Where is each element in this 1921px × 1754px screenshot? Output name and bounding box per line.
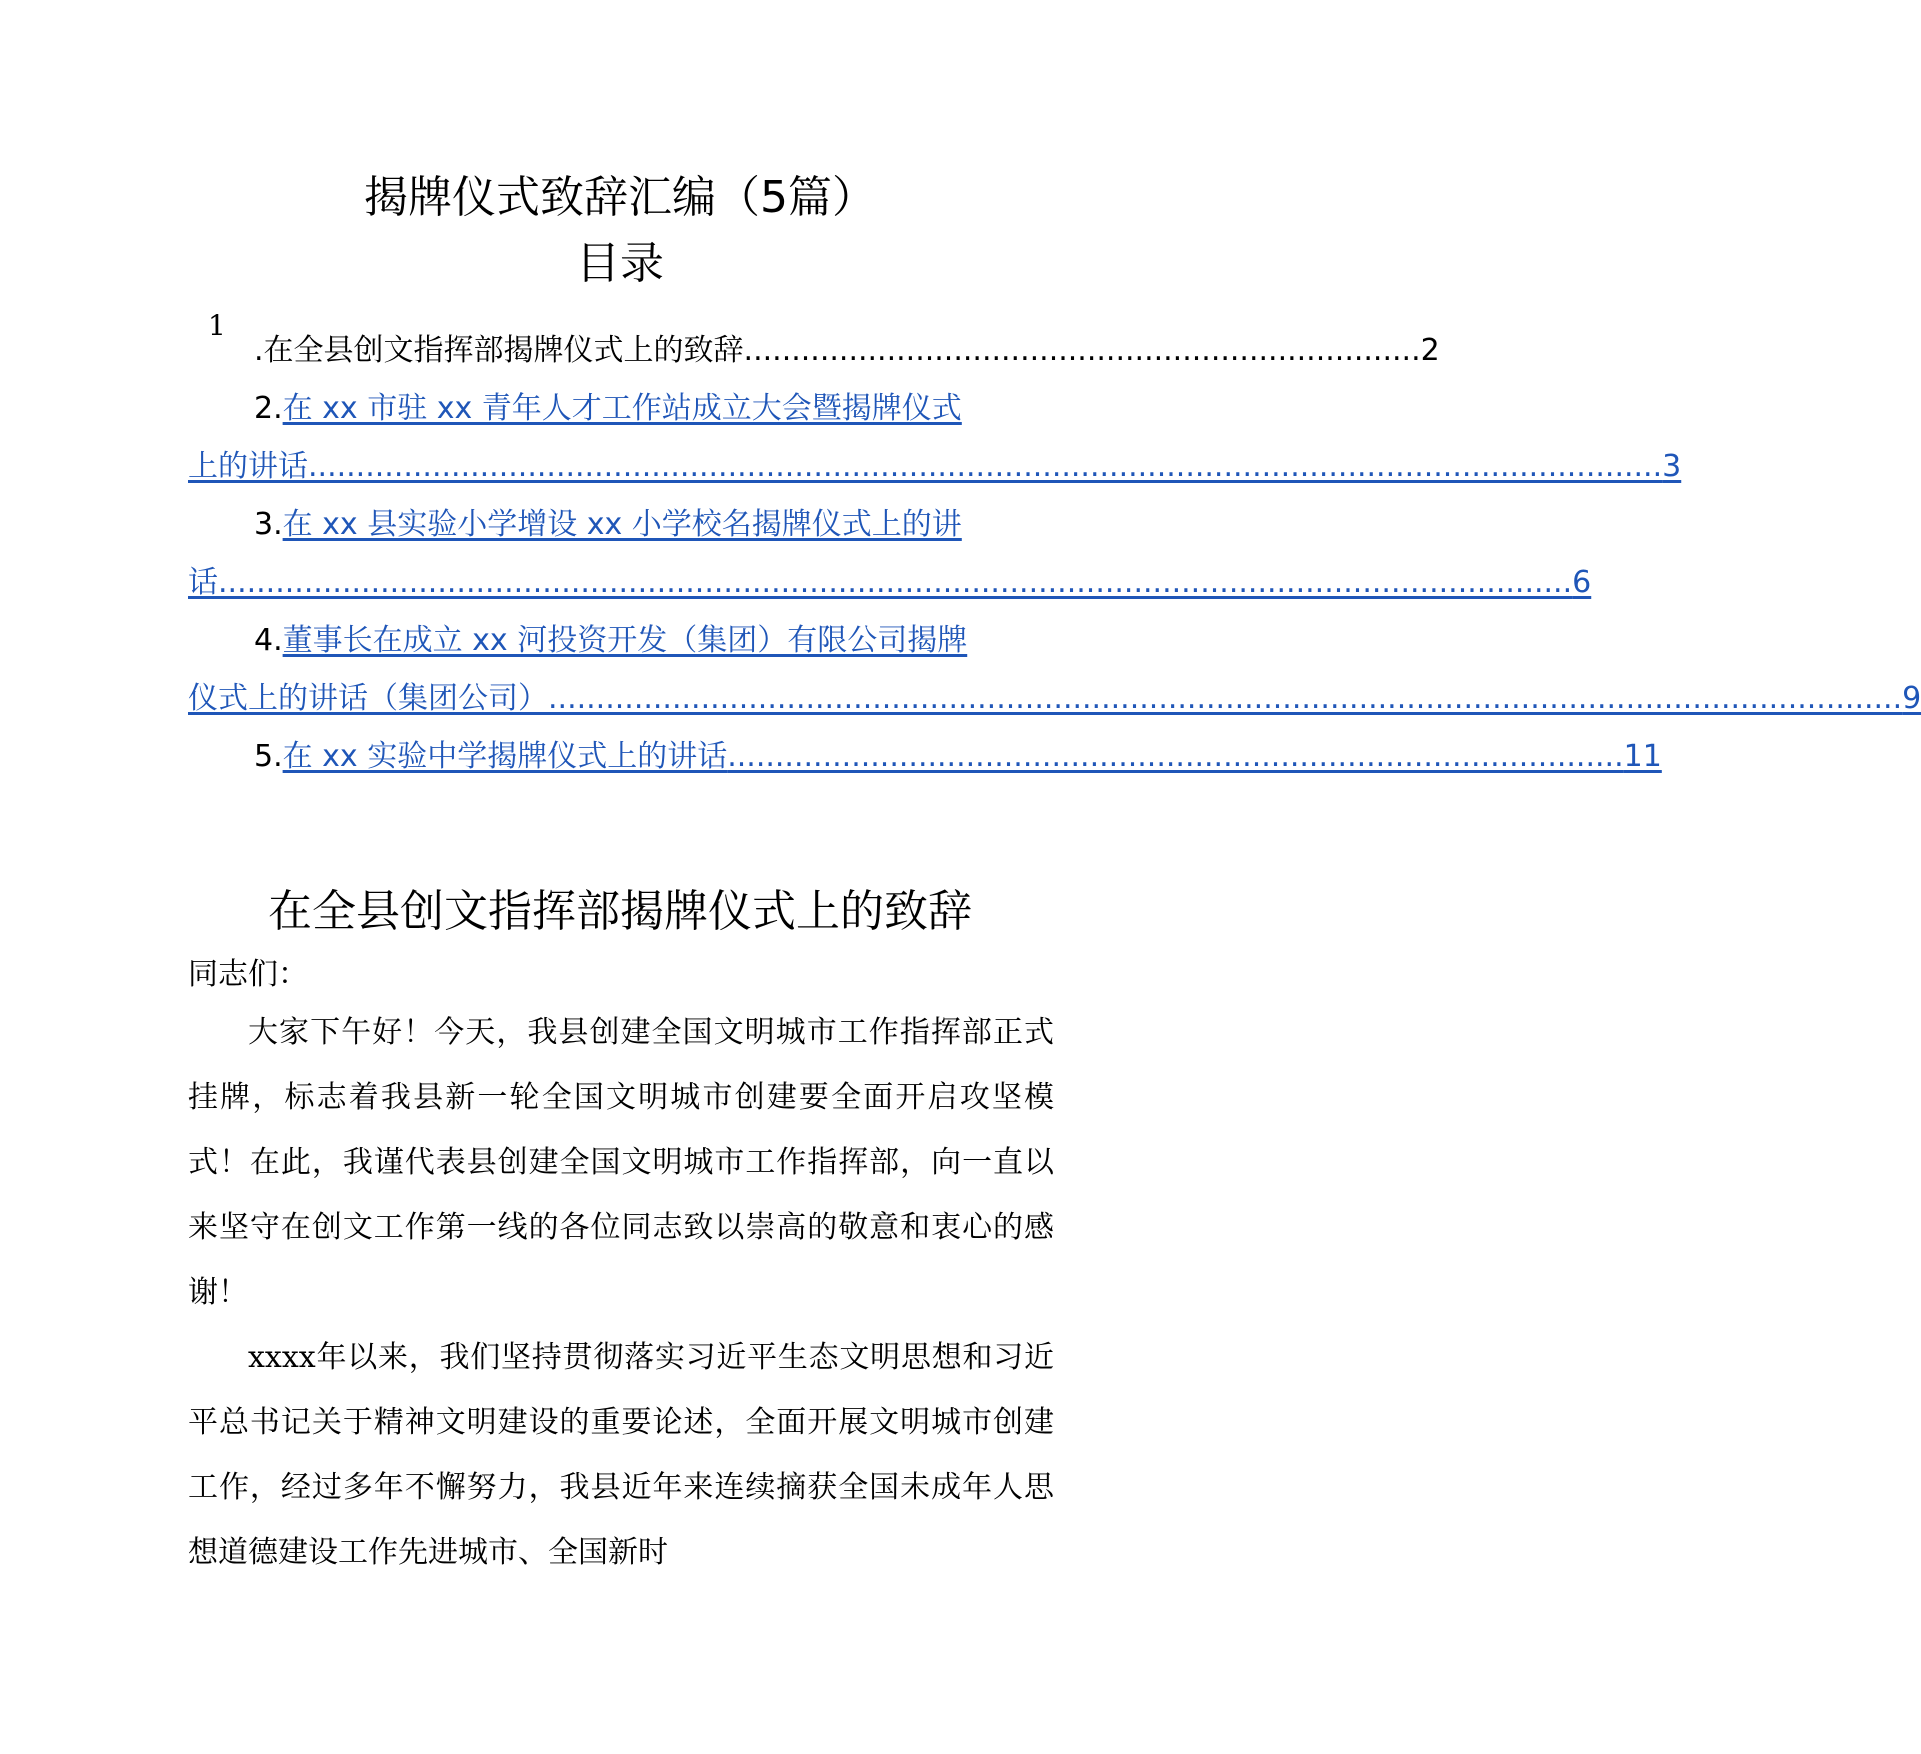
toc-entry-3-title-cont[interactable]: 话 — [188, 565, 218, 600]
body-paragraph-2-text: 年以来，我们坚持贯彻落实习近平生态文明思想和习近平总书记关于精神文明建设的重要论述，全面开展文明城市创建工作，经过多年不懈努力，我县近年来连续摘获全国未成年人思想道德建设工作先进城市、全国新时 — [188, 1340, 1054, 1570]
toc-entry-2-title-cont[interactable]: 上的讲话 — [188, 449, 308, 484]
toc-entry-1-title: 在全县创文指挥部揭牌仪式上的致辞 — [263, 333, 744, 368]
toc-entry-5-page[interactable]: 11 — [1623, 739, 1662, 774]
toc-entry-1-page: 2 — [1420, 333, 1440, 368]
toc-entry-2-line-1[interactable] — [188, 386, 1054, 432]
toc-entry-4-link[interactable]: 董事长在成立 xx 河投资开发（集团）有限公司揭牌 — [282, 623, 968, 658]
toc-entry-4-line-1[interactable] — [188, 618, 1054, 664]
toc-leader: .............................................................................................................................................. — [218, 565, 1573, 600]
toc-entry-4-prefix: 4. — [254, 623, 283, 658]
document-title: 揭牌仪式致辞汇编（5篇） — [364, 172, 876, 223]
toc-entry-3-line-1[interactable] — [188, 502, 1054, 548]
section-heading: 在全县创文指挥部揭牌仪式上的致辞 — [268, 886, 972, 937]
stray-number: 1 — [208, 309, 226, 342]
toc-leader: .............................................................................................................................................. — [548, 681, 1903, 716]
body-paragraph-1: 大家下午好！今天，我县创建全国文明城市工作指挥部正式挂牌，标志着我县新一轮全国文明城市创建要全面开启攻坚模式！在此，我谨代表县创建全国文明城市工作指挥部，向一直以来坚守在创文工作第一线的各位同志致以崇高的敬意和衷心的感谢！ — [188, 1015, 1054, 1310]
toc-entry-3-line-2[interactable] — [188, 560, 1592, 606]
toc-entry-3-prefix: 3. — [254, 507, 283, 542]
toc-leader: ....................................................................... — [743, 333, 1421, 368]
toc-entry-4-page[interactable]: 9 — [1902, 681, 1921, 716]
toc-entry-2-page[interactable]: 3 — [1662, 449, 1682, 484]
toc-leader: .............................................................................................................................................. — [308, 449, 1663, 484]
body-paragraph-2 — [188, 1325, 1054, 1585]
toc-entry-1[interactable] — [188, 328, 1440, 374]
toc-entry-4-line-2[interactable] — [188, 676, 1921, 722]
toc-entry-2-prefix: 2. — [254, 391, 283, 426]
toc-entry-2-link[interactable]: 在 xx 市驻 xx 青年人才工作站成立大会暨揭牌仪式 — [282, 391, 962, 426]
toc-entry-5[interactable] — [188, 734, 1662, 780]
year-placeholder: xxxx — [248, 1340, 316, 1375]
toc-entry-3-page[interactable]: 6 — [1572, 565, 1592, 600]
salutation: 同志们： — [188, 957, 308, 992]
toc-entry-3-link[interactable]: 在 xx 县实验小学增设 xx 小学校名揭牌仪式上的讲 — [282, 507, 962, 542]
toc-entry-4-title-cont[interactable]: 仪式上的讲话（集团公司） — [188, 681, 548, 716]
toc-leader[interactable]: .............................................................................................. — [727, 739, 1624, 774]
toc-entry-2-line-2[interactable] — [188, 444, 1682, 490]
toc-entry-5-prefix: 5. — [254, 739, 283, 774]
toc-entry-1-prefix: . — [254, 333, 264, 368]
toc-heading: 目录 — [576, 238, 664, 289]
toc-entry-5-link[interactable]: 在 xx 实验中学揭牌仪式上的讲话 — [282, 739, 728, 774]
